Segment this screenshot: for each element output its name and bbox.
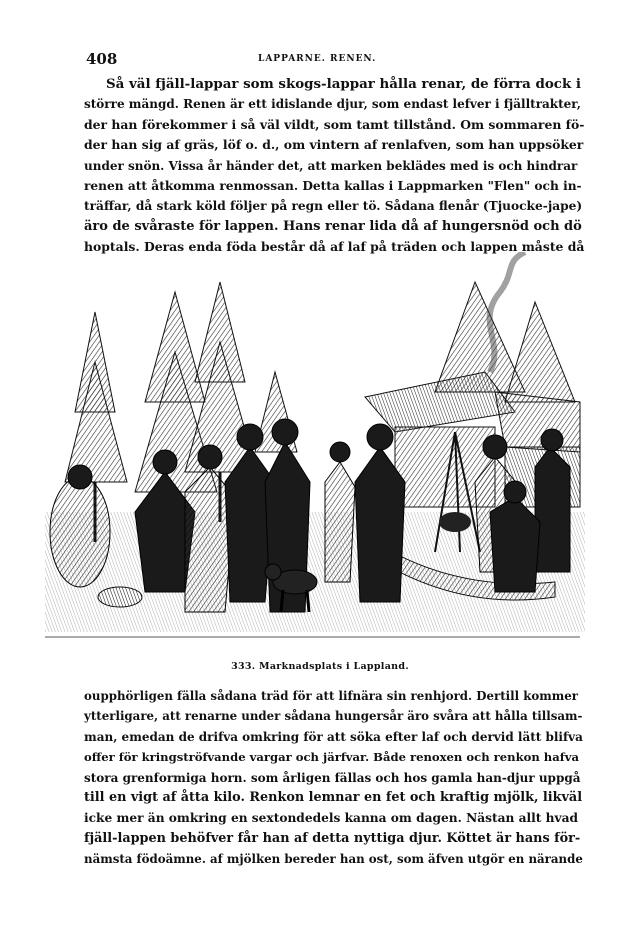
text-line: till en vigt af åtta kilo. Renkon lemnar en fet och kraftig mjölk, likväl xyxy=(84,790,583,806)
text-line: Så väl fjäll-lappar som skogs-lappar hålla renar, de förra dock i xyxy=(106,76,581,92)
text-line: större mängd. Renen är ett idislande djur, som endast lefver i fjälltrakter, xyxy=(84,97,581,112)
text-line: ytterligare, att renarne under sådana hungersår äro svåra att hålla tillsam- xyxy=(84,709,583,724)
text-line: nämsta födoämne. af mjölken bereder han ost, som äfven utgör en närande xyxy=(84,852,583,867)
text-line: man, emedan de drifva omkring för att söka efter laf och dervid lätt blifva xyxy=(84,729,583,744)
text-line: stora grenformiga horn. som årligen fällas och hos gamla han-djur uppgå xyxy=(84,770,581,785)
text-line: träffar, då stark köld följer på regn eller tö. Sådana flenår (Tjuocke-jape) xyxy=(84,199,583,214)
engraving-illustration xyxy=(35,252,585,647)
figure-caption: 333. Marknadsplats i Lappland. xyxy=(231,661,409,672)
text-line: under snön. Vissa år händer det, att marken beklädes med is och hindrar xyxy=(84,158,578,173)
running-head: LAPPARNE. RENEN. xyxy=(258,54,377,64)
text-line: icke mer än omkring en sextondedels kanna om dagen. Nästan allt hvad xyxy=(84,811,579,826)
paragraph-top xyxy=(84,74,584,258)
text-line: hoptals. Deras enda föda består då af laf på träden och lappen måste då xyxy=(84,239,585,255)
text-line: äro de svåraste för lappen. Hans renar lida då af hungersnöd och dö xyxy=(84,218,582,234)
text-line: der han förekommer i så väl vildt, som tamt tillstånd. Om sommaren fö- xyxy=(84,116,585,132)
page-number: 408 xyxy=(86,50,118,68)
text-line: oupphörligen fälla sådana träd för att lifnära sin renhjord. Dertill kommer xyxy=(84,689,578,703)
paragraph-bottom xyxy=(84,686,584,870)
text-line: der han sig af gräs, löf o. d., om vintern af renlafven, som han uppsöker xyxy=(84,137,584,153)
text-line: offer för kringströfvande vargar och järfvar. Både renoxen och renkon hafva xyxy=(84,750,579,765)
text-line: renen att åtkomma renmossan. Detta kallas i Lappmarken "Flen" och in- xyxy=(84,179,582,194)
text-line: fjäll-lappen behöfver får han af detta nyttiga djur. Köttet är hans för- xyxy=(84,830,581,846)
